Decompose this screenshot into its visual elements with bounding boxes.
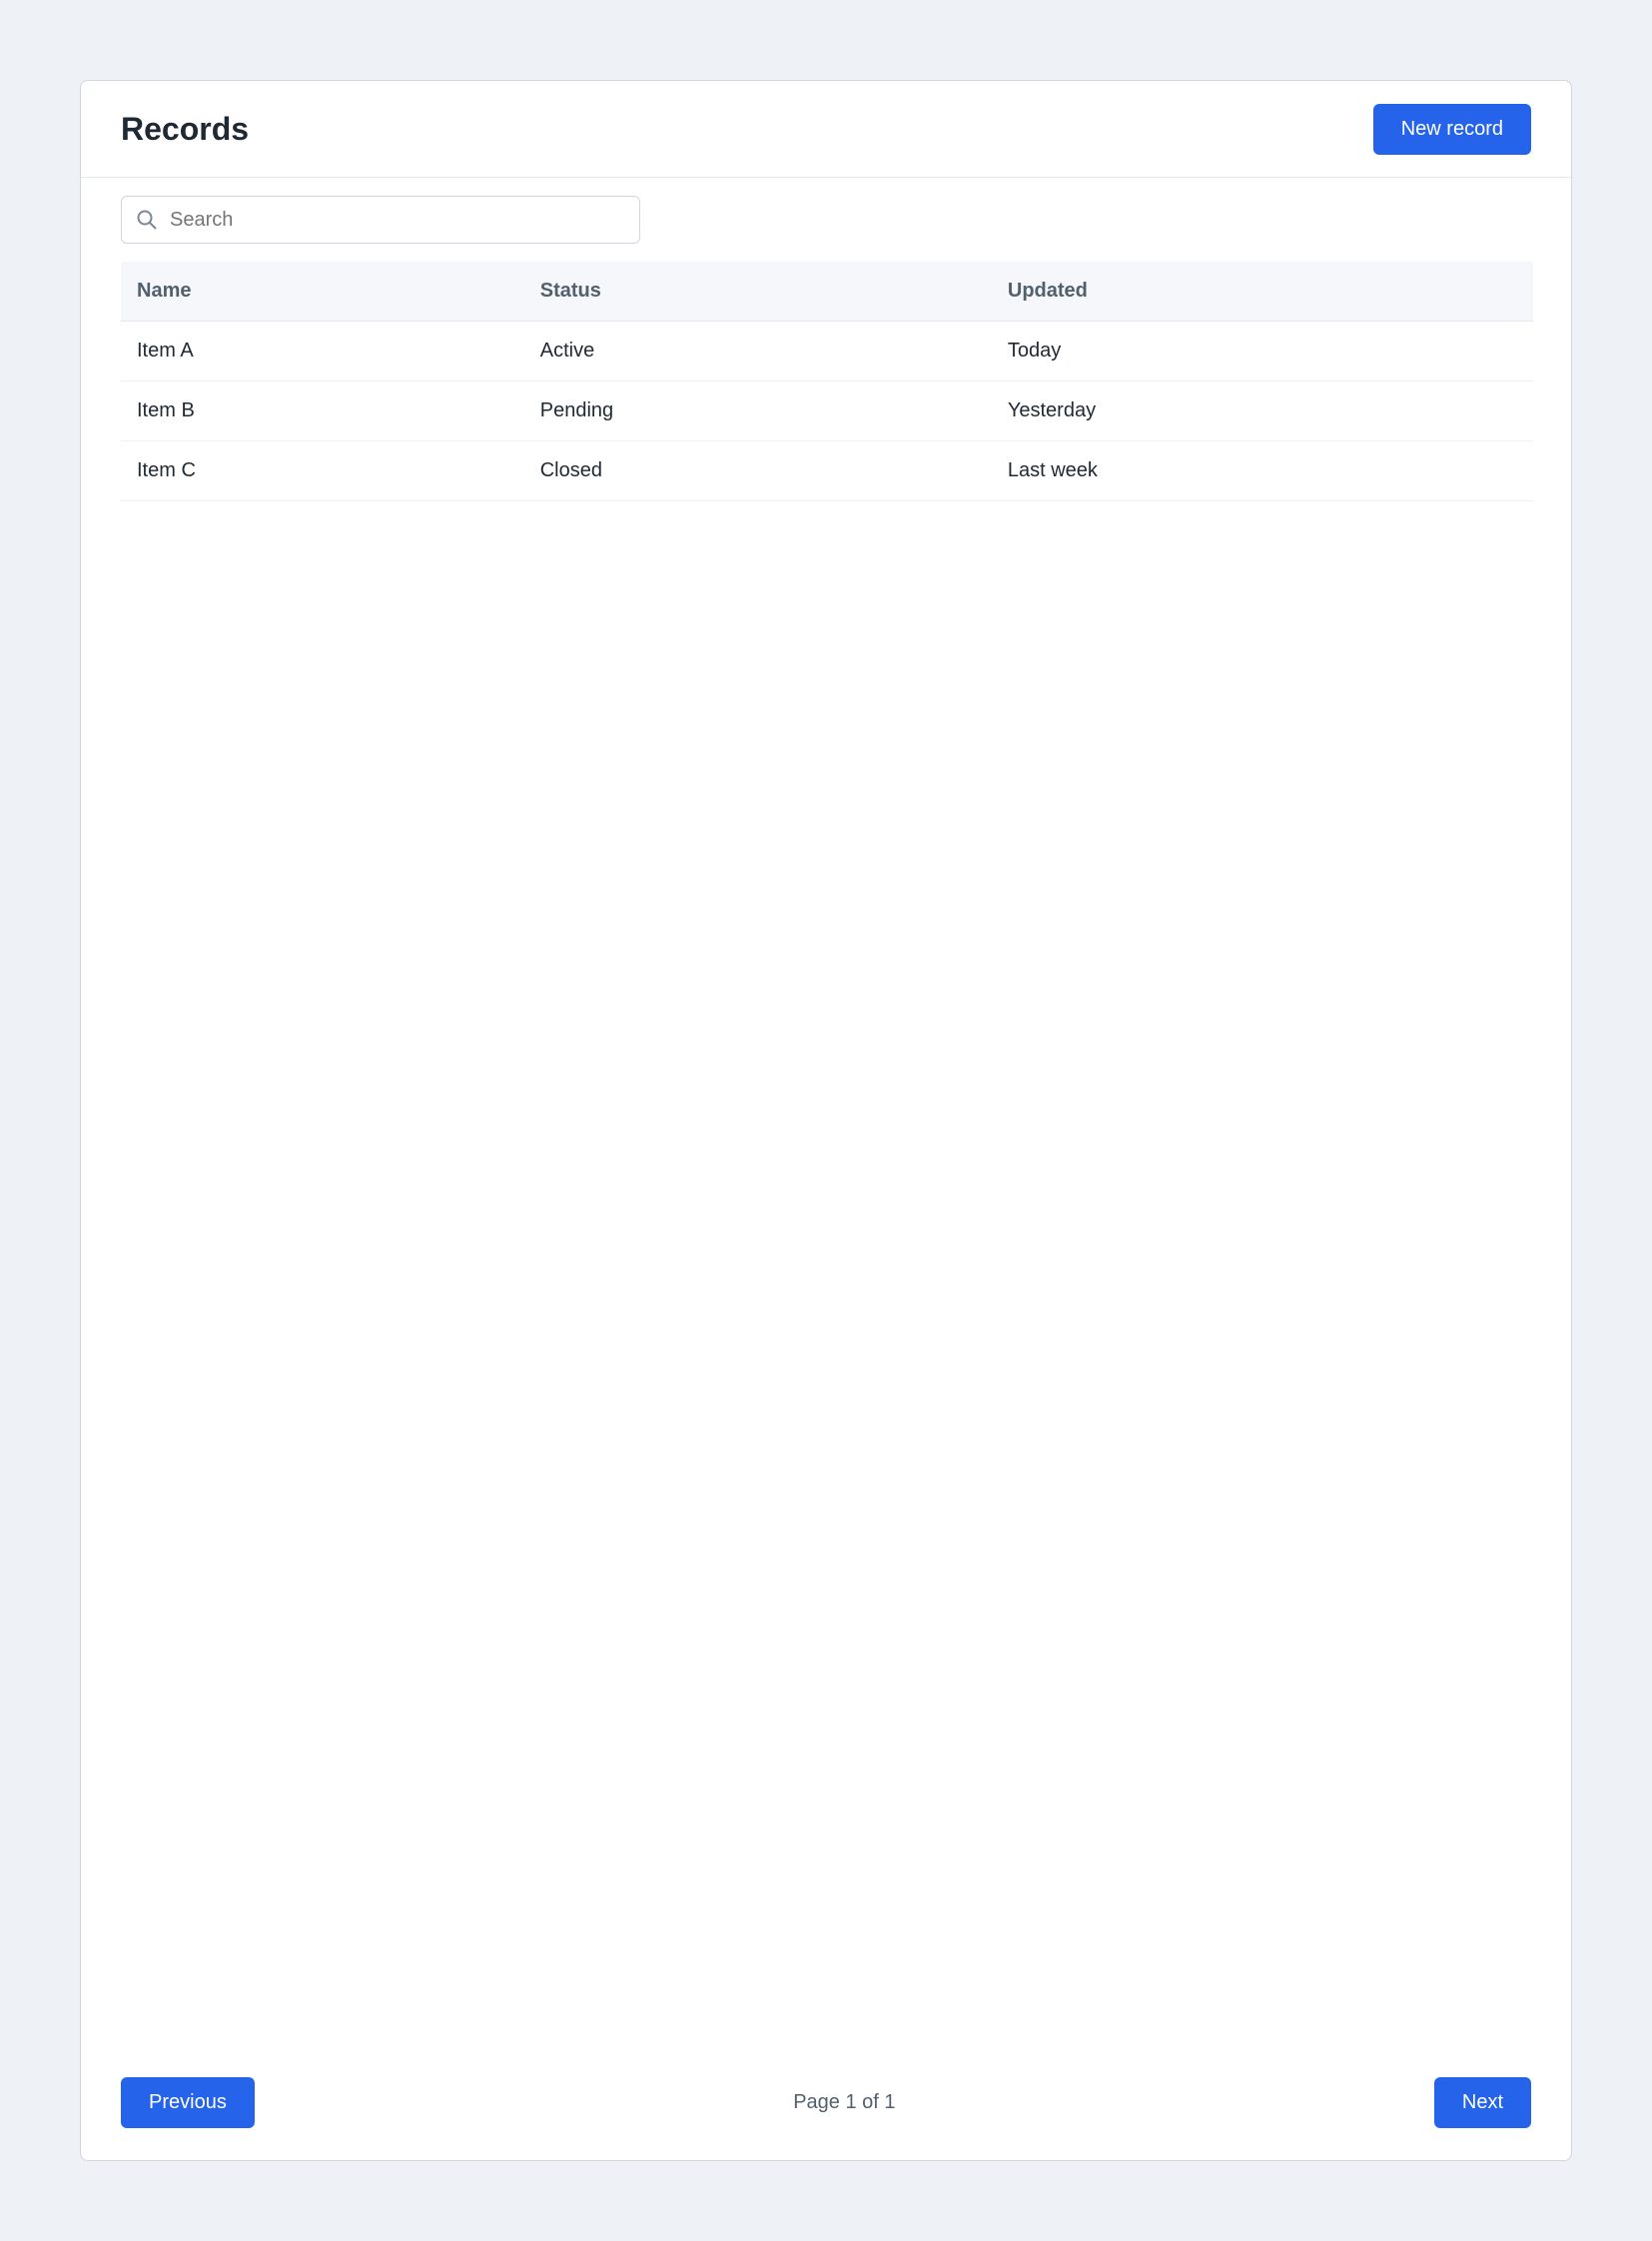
search-box[interactable] [121, 196, 640, 244]
page-title: Records [121, 110, 250, 147]
new-record-button[interactable]: New record [1373, 104, 1531, 155]
toolbar [81, 178, 1571, 262]
column-header-status[interactable]: Status [524, 262, 992, 322]
column-header-updated[interactable]: Updated [992, 262, 1533, 322]
table-cell: Active [524, 322, 992, 381]
table-cell: Yesterday [992, 381, 1533, 441]
table-cell: Item A [121, 322, 524, 381]
previous-page-button[interactable]: Previous [121, 2077, 255, 2128]
table-cell: Pending [524, 381, 992, 441]
header [81, 81, 1571, 178]
table-cell: Item B [121, 381, 524, 441]
table-cell: Item C [121, 441, 524, 501]
table-cell: Last week [992, 441, 1533, 501]
column-header-name[interactable]: Name [121, 262, 524, 322]
app-window [80, 80, 1572, 2161]
table-row[interactable] [121, 381, 1533, 441]
table-cell: Today [992, 322, 1533, 381]
search-input[interactable] [168, 208, 625, 233]
table-row[interactable] [121, 322, 1533, 381]
table-row[interactable] [121, 441, 1533, 501]
next-page-button[interactable]: Next [1434, 2077, 1531, 2128]
page-indicator: Page 1 of 1 [793, 2091, 896, 2113]
table-cell: Closed [524, 441, 992, 501]
search-icon [136, 209, 158, 231]
pagination [121, 2077, 1531, 2128]
data-table [121, 262, 1533, 501]
table-header-row [121, 262, 1533, 322]
